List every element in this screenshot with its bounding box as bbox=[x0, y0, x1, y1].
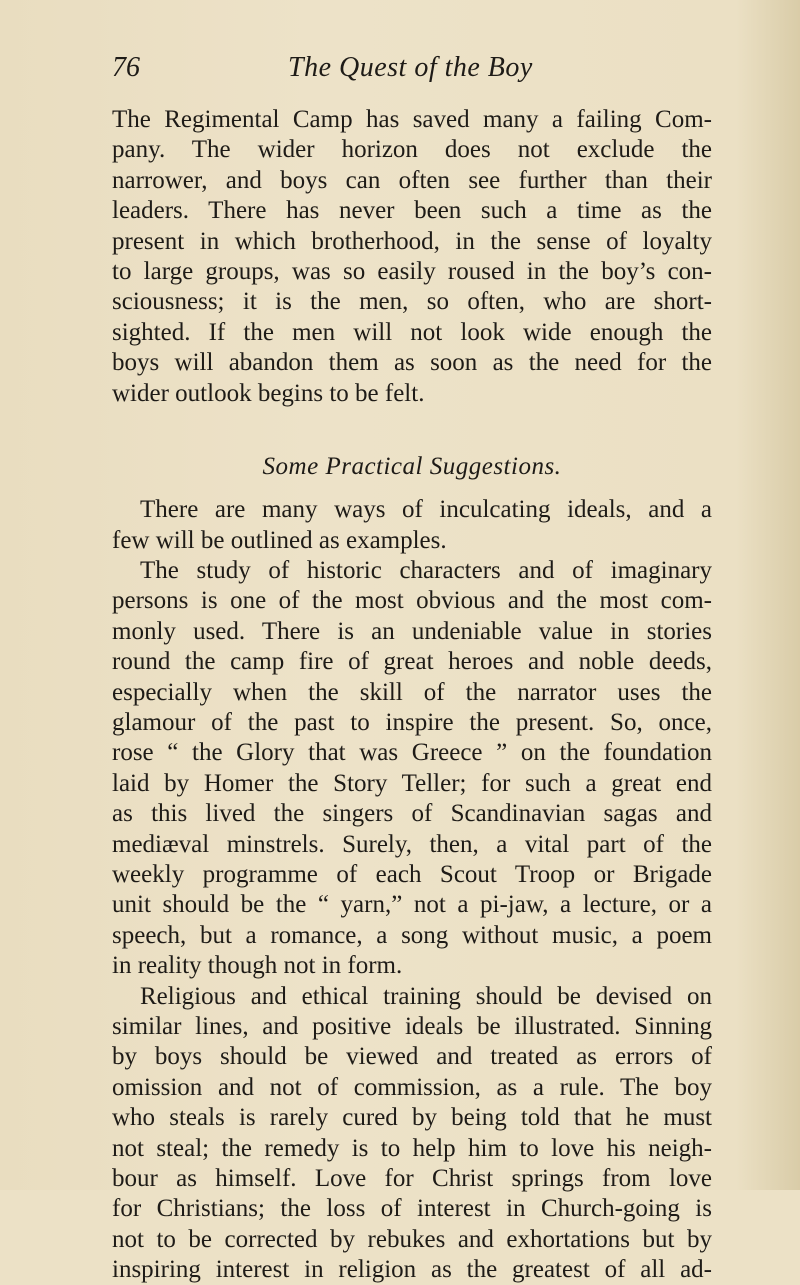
text-line: sighted. If the men will not look wide enough the bbox=[112, 318, 712, 346]
body-text bbox=[112, 105, 712, 1285]
text-line: mediæval minstrels. Surely, then, a vital part of the bbox=[112, 830, 712, 858]
text-line: not steal; the remedy is to help him to love his neigh- bbox=[112, 1134, 712, 1162]
text-line: to large groups, was so easily roused in the boy’s con- bbox=[112, 257, 712, 285]
text-line: round the camp fire of great heroes and noble deeds, bbox=[112, 648, 712, 676]
paragraph-1 bbox=[112, 105, 712, 409]
text-line: rose “ the Glory that was Greece ” on the foundation bbox=[112, 739, 712, 767]
text-line: Religious and ethical training should be devised on bbox=[140, 982, 712, 1010]
text-line: There are many ways of inculcating ideals, and a bbox=[140, 496, 712, 524]
text-line: pany. The wider horizon does not exclude the bbox=[112, 136, 712, 164]
text-line: especially when the skill of the narrator uses the bbox=[112, 678, 712, 706]
text-line: narrower, and boys can often see further than their bbox=[112, 166, 712, 194]
text-line: who steals is rarely cured by being told that he must bbox=[112, 1104, 712, 1132]
paragraph-4 bbox=[112, 982, 712, 1285]
text-line: persons is one of the most obvious and the most com- bbox=[112, 587, 712, 615]
text-line: by boys should be viewed and treated as errors of bbox=[112, 1043, 712, 1071]
section-heading: Some Practical Suggestions. bbox=[262, 452, 562, 480]
paragraph-3 bbox=[112, 556, 712, 981]
text-line: not to be corrected by rebukes and exhortations but by bbox=[112, 1225, 712, 1253]
paragraph-2 bbox=[112, 495, 712, 556]
page-header bbox=[112, 52, 700, 92]
text-line: glamour of the past to inspire the present. So, once, bbox=[112, 709, 712, 737]
text-line: boys will abandon them as soon as the need for the bbox=[112, 349, 712, 377]
text-line: for Christians; the loss of interest in Church-going is bbox=[112, 1195, 712, 1223]
text-line: monly used. There is an undeniable value in stories bbox=[112, 617, 712, 645]
text-line: few will be outlined as examples. bbox=[112, 526, 447, 554]
text-line: leaders. There has never been such a time as the bbox=[112, 197, 712, 225]
text-line: speech, but a romance, a song without music, a poem bbox=[112, 921, 712, 949]
page-number: 76 bbox=[112, 52, 140, 83]
text-line: sciousness; it is the men, so often, who are short- bbox=[112, 288, 712, 316]
text-line: present in which brotherhood, in the sense of loyalty bbox=[112, 227, 712, 255]
running-title: The Quest of the Boy bbox=[288, 52, 533, 83]
text-line: weekly programme of each Scout Troop or Brigade bbox=[112, 860, 712, 888]
text-line: The study of historic characters and of imaginary bbox=[140, 557, 712, 585]
text-line: omission and not of commission, as a rule. The boy bbox=[112, 1073, 712, 1101]
text-line: similar lines, and positive ideals be illustrated. Sinning bbox=[112, 1012, 712, 1040]
text-line: laid by Homer the Story Teller; for such a great end bbox=[112, 769, 712, 797]
text-line: bour as himself. Love for Christ springs from love bbox=[112, 1164, 712, 1192]
text-line: unit should be the “ yarn,” not a pi-jaw, a lecture, or a bbox=[112, 891, 712, 919]
text-line: wider outlook begins to be felt. bbox=[112, 379, 425, 407]
text-line: inspiring interest in religion as the greatest of all ad- bbox=[112, 1256, 712, 1284]
text-line: The Regimental Camp has saved many a failing Com- bbox=[112, 106, 712, 133]
text-line: in reality though not in form. bbox=[112, 952, 403, 980]
text-line: as this lived the singers of Scandinavian sagas and bbox=[112, 800, 712, 828]
